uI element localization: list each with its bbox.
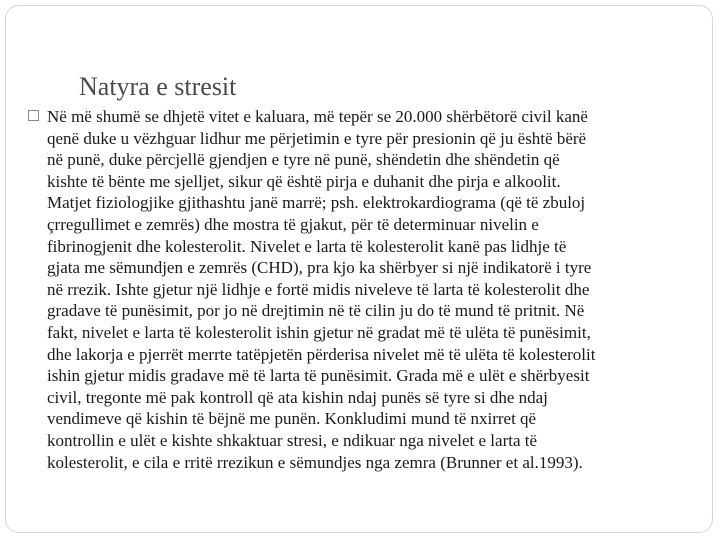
paragraph-line: gjata me sëmundjen e zemrës (CHD), pra kjo ka shërbyer si një indikatorë i tyre	[47, 258, 592, 278]
paragraph-line: kolesterolit, e cila e rritë rrezikun e sëmundjes nga zemra (Brunner et al.1993).	[47, 452, 583, 472]
paragraph-text	[47, 106, 707, 473]
paragraph-line: qenë duke u vëzhguar lidhur me përjetimin e tyre për presionin që ju është bërë	[47, 128, 587, 148]
paragraph-line: fibrinogjenit dhe kolesterolit. Nivelet e larta të kolesterolit kanë pas lidhje të	[47, 236, 567, 256]
paragraph-line: vendimeve që kishin të bëjnë me punën. Konkludimi mund të nxirret që	[47, 409, 537, 429]
bullet-box-icon	[28, 110, 39, 121]
paragraph-line: fakt, nivelet e larta të kolesterolit ishin gjetur në gradat më të ulëta të punësimit,	[47, 322, 591, 342]
paragraph-line: në rrezik. Ishte gjetur një lidhje e fortë midis niveleve të larta të kolesterolit dhe	[47, 279, 590, 299]
paragraph-line: Matjet fiziologjike gjithashtu janë marrë; psh. elektrokardiograma (që të zbuloj	[47, 193, 586, 213]
paragraph-line: gradave të punësimit, por jo në drejtimin në të cilin ju do të mund të pritnit. Në	[47, 301, 585, 321]
paragraph-line: Në më shumë se dhjetë vitet e kaluara, më tepër se 20.000 shërbëtorë civil kanë	[47, 107, 588, 126]
paragraph-line: civil, tregonte më pak kontroll që ata kishin ndaj punës së tyre si dhe ndaj	[47, 387, 548, 407]
paragraph-line: çrregullimet e zemrës) dhe mostra të gjakut, për të determinuar nivelin e	[47, 214, 539, 234]
paragraph-line: dhe lakorja e pjerrët merrte tatëpjetën përderisa nivelet më të ulëta të kolesterolit	[47, 344, 596, 364]
slide-title: Natyra e stresit	[79, 72, 237, 101]
paragraph-line: kishte të bënte me sjelljet, sikur që është pirja e duhanit dhe pirja e alkoolit.	[47, 171, 561, 191]
paragraph-line: ishin gjetur midis gradave më të larta të punësimit. Grada më e ulët e shërbyesit	[47, 366, 590, 386]
paragraph-line: kontrollin e ulët e kishte shkaktuar stresi, e ndikuar nga nivelet e larta të	[47, 430, 538, 450]
paragraph-line: në punë, duke përcjellë gjendjen e tyre në punë, shëndetin dhe shëndetin që	[47, 150, 560, 170]
